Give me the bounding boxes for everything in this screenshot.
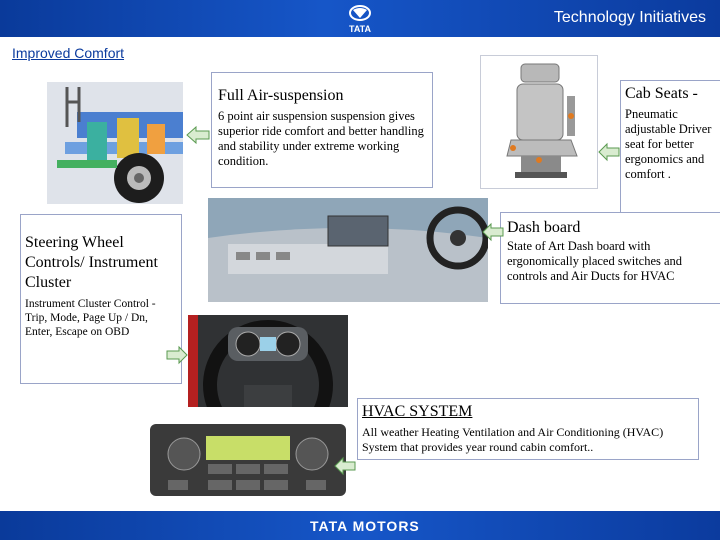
steering-text: Instrument Cluster Control - Trip, Mode, Page Up / Dn, Enter, Escape on OBD: [25, 298, 156, 338]
air-suspension-text: 6 point air suspension suspension gives superior ride comfort and better handling and stability under extreme working condition.: [218, 109, 424, 168]
header-logo-text: TATA: [349, 24, 371, 34]
cab-seat-image: [480, 55, 598, 189]
cab-seats-text: Pneumatic adjustable Driver seat for better ergonomics and comfort .: [625, 107, 712, 181]
footer-logo: TATA MOTORS: [310, 518, 420, 534]
dash-board-heading: Dash board: [507, 219, 581, 236]
left-arrow-icon: [186, 125, 210, 145]
dash-board-text: State of Art Dash board with ergonomically placed switches and controls and Air Ducts for HVAC: [507, 239, 683, 283]
hvac-heading: HVAC SYSTEM: [362, 403, 473, 420]
right-arrow-icon: [166, 345, 188, 365]
steering-controls-box: [20, 214, 182, 384]
header-title: Technology Initiatives: [553, 9, 706, 26]
left-arrow-icon: [334, 456, 356, 476]
steering-heading: Steering Wheel Controls/ Instrument Cluster: [25, 234, 158, 291]
header-bar: [0, 0, 720, 37]
tata-logo-icon: [336, 3, 384, 35]
cab-seats-box: [620, 80, 720, 212]
left-arrow-icon: [598, 142, 620, 162]
dash-board-box: [500, 212, 720, 304]
hvac-text: All weather Heating Ventilation and Air Conditioning (HVAC) System that provides year round cabin comfort..: [362, 425, 664, 454]
air-suspension-box: [211, 72, 433, 188]
hvac-box: [357, 398, 699, 460]
page-subtitle: Improved Comfort: [12, 45, 125, 61]
left-arrow-icon: [482, 222, 504, 242]
air-suspension-heading: Full Air-suspension: [218, 87, 344, 104]
dashboard-image: [208, 198, 488, 302]
cab-seats-heading: Cab Seats -: [625, 85, 698, 102]
hvac-panel-image: [148, 420, 348, 500]
air-suspension-image: [47, 82, 183, 204]
steering-wheel-image: [188, 315, 348, 407]
